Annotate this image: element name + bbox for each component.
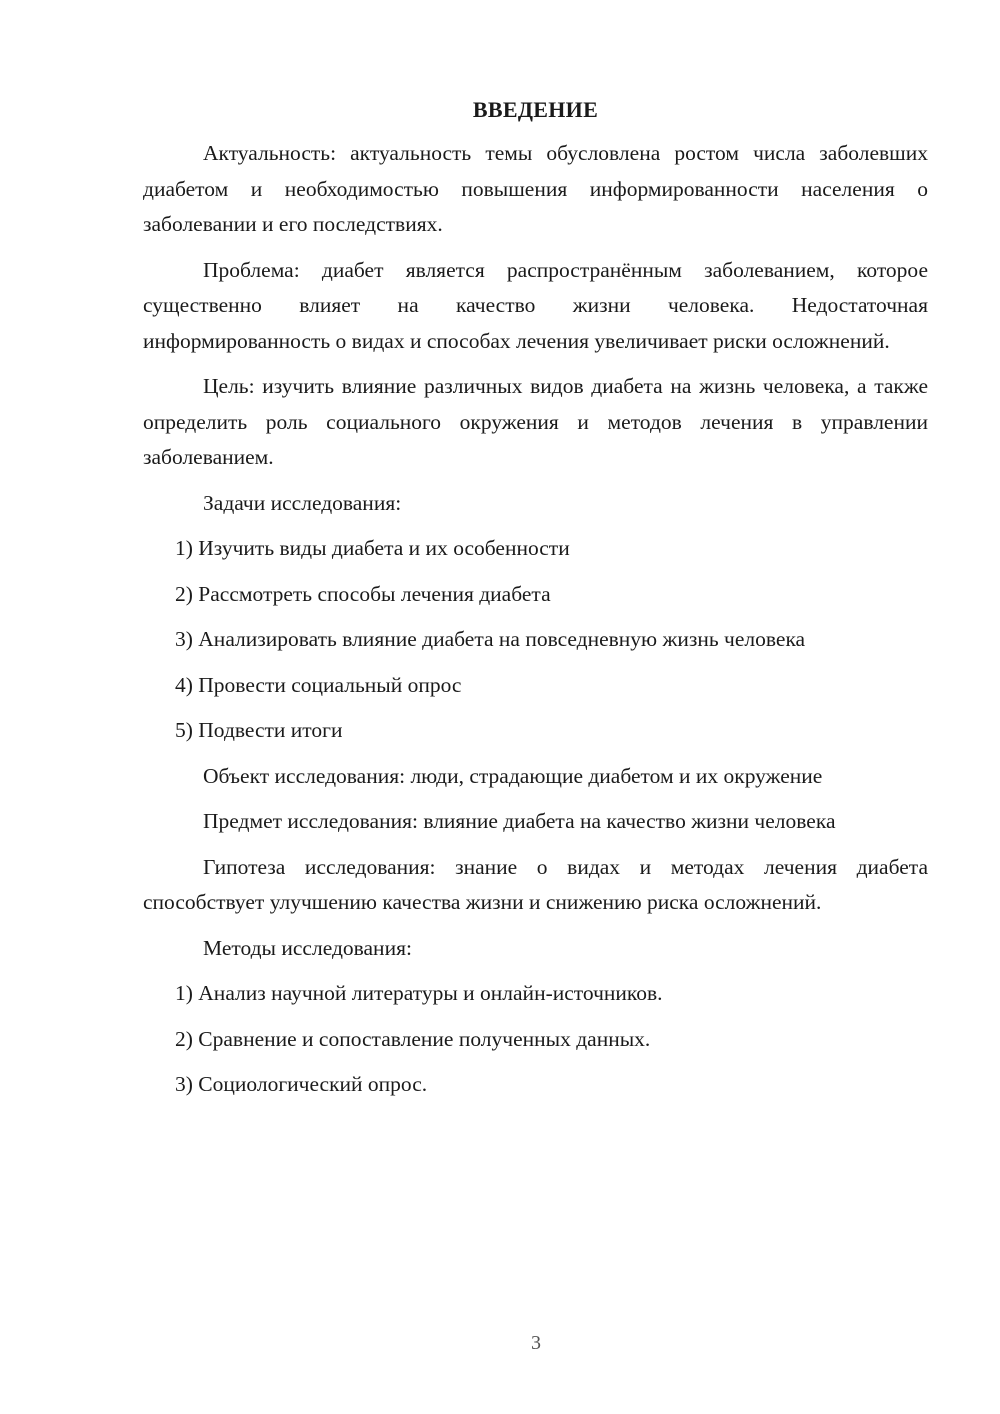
document-page [143, 94, 928, 1113]
hypothesis-paragraph: Гипотеза исследования: знание о видах и методах лечения диабета способствует улучшению качества жизни и снижению риска осложнений. [143, 854, 928, 914]
methods-heading: Методы исследования: [203, 935, 412, 960]
goal-paragraph: Цель: изучить влияние различных видов диабета на жизнь человека, а также определить роль социального окружения и методов лечения в управлении заболеванием. [143, 374, 928, 469]
method-item: 3) Социологический опрос. [175, 1072, 428, 1096]
method-item: 2) Сравнение и сопоставление полученных данных. [175, 1026, 651, 1051]
problem-paragraph: Проблема: диабет является распространённым заболеванием, которое существенно влияет на качество жизни человека. Недостаточная информированность о видах и способах лечения увеличивает риски осложнений. [143, 257, 928, 353]
tasks-heading: Задачи исследования: [203, 490, 402, 515]
page-number: 3 [531, 1332, 541, 1354]
task-item: 5) Подвести итоги [175, 718, 343, 742]
task-item: 2) Рассмотреть способы лечения диабета [175, 581, 551, 606]
section-title: ВВЕДЕНИЕ [472, 97, 599, 122]
relevance-paragraph: Актуальность: актуальность темы обусловлена ростом числа заболевших диабетом и необходимостью повышения информированности населения о заболевании и его последствиях. [143, 141, 928, 236]
subject-paragraph: Предмет исследования: влияние диабета на качество жизни человека [203, 809, 836, 833]
task-item: 1) Изучить виды диабета и их особенности [175, 536, 570, 560]
task-item: 3) Анализировать влияние диабета на повседневную жизнь человека [175, 627, 806, 651]
method-item: 1) Анализ научной литературы и онлайн-источников. [175, 981, 663, 1005]
object-line: Объект исследования: люди, страдающие диабетом и их окружение [203, 763, 823, 788]
task-item: 4) Провести социальный опрос [175, 672, 462, 697]
